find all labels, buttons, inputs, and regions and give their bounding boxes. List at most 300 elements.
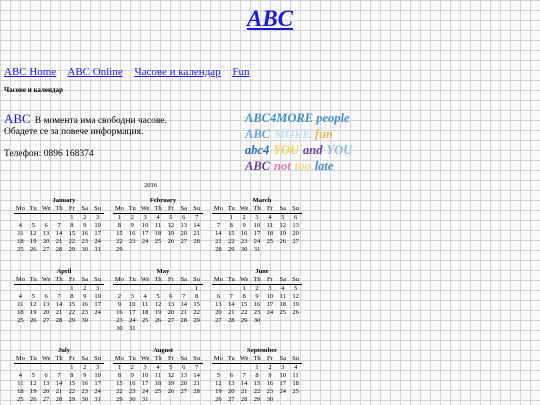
calendar-day: 19 xyxy=(215,388,222,395)
calendar-day: 25 xyxy=(141,317,149,324)
calendar-day: 20 xyxy=(42,388,50,395)
weekday-label: We xyxy=(139,205,152,214)
calendar-day: 13 xyxy=(167,301,175,308)
calendar-month xyxy=(113,197,203,254)
calendar-day: 16 xyxy=(253,301,261,308)
calendar-day: 13 xyxy=(42,301,50,308)
day-grid xyxy=(113,285,203,333)
calendar-day: 24 xyxy=(253,238,261,245)
weekday-header xyxy=(212,355,302,364)
calendar-day xyxy=(14,285,27,293)
calendar-day: 28 xyxy=(240,396,248,403)
calendar-day: 27 xyxy=(180,388,187,395)
phone-number: Телефон: 0896 168374 xyxy=(4,149,94,159)
calendar-day xyxy=(126,285,139,293)
promo-word: late xyxy=(314,159,334,173)
calendar-day: 28 xyxy=(228,317,235,324)
weekday-header xyxy=(14,355,104,364)
weekday-label: Tu xyxy=(225,355,238,364)
calendar-day: 14 xyxy=(228,301,235,308)
calendar-day: 15 xyxy=(193,301,200,308)
availability-line xyxy=(4,111,239,127)
calendar-day: 15 xyxy=(228,230,235,237)
calendar-day: 31 xyxy=(129,325,136,332)
weekday-label: Th xyxy=(251,276,264,285)
calendar-day: 24 xyxy=(129,317,136,324)
calendar-day: 22 xyxy=(68,238,76,245)
calendar-day: 7 xyxy=(229,293,233,300)
calendar-day: 9 xyxy=(130,372,134,379)
calendar-day: 2 xyxy=(117,293,122,300)
calendar-day: 24 xyxy=(94,388,101,395)
calendar-day: 3 xyxy=(95,285,100,292)
calendar-day: 6 xyxy=(293,214,298,221)
calendar-day: 14 xyxy=(55,230,63,237)
month-name: June xyxy=(255,268,269,275)
calendar-day: 26 xyxy=(215,396,222,403)
promo-word: too xyxy=(294,159,311,173)
promo-slogan xyxy=(245,110,415,174)
weekday-label: Th xyxy=(251,355,264,364)
weekday-label: We xyxy=(40,205,53,214)
calendar-month xyxy=(14,197,104,254)
weekday-label: Mo xyxy=(114,276,124,283)
weekday-label: Fr xyxy=(164,276,177,285)
calendar-day: 16 xyxy=(81,301,88,308)
promo-word: MORE xyxy=(274,127,311,141)
calendar-day: 19 xyxy=(30,238,37,245)
calendar-day: 20 xyxy=(42,238,50,245)
calendar-day: 29 xyxy=(116,246,123,253)
calendar-day: 8 xyxy=(70,293,74,300)
calendar-day: 18 xyxy=(17,388,24,395)
calendar-day: 23 xyxy=(116,317,123,324)
calendar-day: 8 xyxy=(194,293,199,300)
calendar-day: 7 xyxy=(57,222,61,229)
calendar-day: 15 xyxy=(68,301,76,308)
calendar-day: 14 xyxy=(215,230,222,237)
calendar-day: 25 xyxy=(154,388,162,395)
calendar-day xyxy=(27,285,40,293)
calendar-day: 5 xyxy=(31,222,35,229)
calendar-day: 10 xyxy=(253,222,261,229)
calendar-day: 31 xyxy=(94,396,101,403)
calendar-day: 20 xyxy=(42,309,50,316)
calendar-day: 3 xyxy=(95,364,100,371)
weekday-label: Sa xyxy=(78,276,91,285)
calendar-day: 23 xyxy=(81,238,88,245)
calendar-day: 19 xyxy=(30,309,37,316)
calendar-day xyxy=(40,285,53,293)
calendar-day: 15 xyxy=(68,380,76,387)
calendar-day: 4 xyxy=(18,372,23,379)
day-grid xyxy=(212,214,302,254)
weekday-label: We xyxy=(139,355,152,364)
calendar-day: 23 xyxy=(266,388,274,395)
calendar-day: 26 xyxy=(30,246,37,253)
calendar-day: 6 xyxy=(169,293,173,300)
calendar-day: 21 xyxy=(240,388,248,395)
calendar-day xyxy=(225,285,238,293)
calendar-day: 6 xyxy=(229,372,233,379)
calendar-day: 2 xyxy=(268,364,272,371)
calendar-day: 3 xyxy=(281,364,285,371)
weekday-label: Fr xyxy=(263,205,276,214)
weekday-label: Su xyxy=(91,355,104,364)
calendar-day: 18 xyxy=(17,309,24,316)
weekday-label: Su xyxy=(91,205,104,214)
calendar-day: 1 xyxy=(117,214,122,221)
promo-word: and xyxy=(303,143,323,157)
calendar-day: 27 xyxy=(42,396,50,403)
weekday-label: Th xyxy=(152,205,165,214)
calendar-day xyxy=(53,214,66,222)
calendar-day: 30 xyxy=(81,396,88,403)
weekday-label: Tu xyxy=(126,276,139,285)
calendar-day: 2 xyxy=(83,214,87,221)
weekday-label: We xyxy=(238,205,251,214)
calendar-day xyxy=(14,364,27,372)
nav-link-clock-calendar[interactable]: Часове и календар xyxy=(134,66,221,78)
calendar-day: 26 xyxy=(30,317,37,324)
calendar-day: 12 xyxy=(30,380,37,387)
calendar-day: 27 xyxy=(215,317,222,324)
calendar-day: 18 xyxy=(154,380,162,387)
calendar-day: 29 xyxy=(253,396,261,403)
calendar-day: 11 xyxy=(154,222,162,229)
calendar-day: 30 xyxy=(253,317,261,324)
calendar-day: 2 xyxy=(83,285,87,292)
calendar-day: 27 xyxy=(180,238,187,245)
weekday-label: We xyxy=(40,355,53,364)
month-name: August xyxy=(153,347,173,354)
weekday-label: Th xyxy=(53,355,66,364)
calendar-day: 23 xyxy=(129,238,136,245)
promo-word: ABC xyxy=(245,127,271,141)
calendar-day: 5 xyxy=(293,285,298,292)
calendar-day: 15 xyxy=(253,380,261,387)
calendar-day: 25 xyxy=(17,317,24,324)
calendar-day: 29 xyxy=(68,317,76,324)
calendar-day: 25 xyxy=(154,238,162,245)
weekday-label: Th xyxy=(251,205,264,214)
calendar-day: 9 xyxy=(130,222,134,229)
calendar-day: 27 xyxy=(228,396,235,403)
calendar-day: 28 xyxy=(55,246,63,253)
weekday-label: Fr xyxy=(263,355,276,364)
calendar-day: 8 xyxy=(255,372,259,379)
weekday-label: Mo xyxy=(15,205,25,212)
calendar-day: 16 xyxy=(129,380,136,387)
calendar-day: 16 xyxy=(116,309,123,316)
weekday-label: Mo xyxy=(114,355,124,362)
weekday-header xyxy=(113,276,203,285)
calendar-day: 13 xyxy=(292,222,299,229)
weekday-label: Su xyxy=(190,276,203,285)
calendar-day: 17 xyxy=(94,230,101,237)
calendar-day: 19 xyxy=(292,301,299,308)
calendar-day: 10 xyxy=(279,372,286,379)
day-grid xyxy=(212,364,302,404)
calendar-day: 28 xyxy=(193,388,200,395)
calendar-day: 12 xyxy=(30,230,37,237)
calendar-day: 16 xyxy=(240,230,248,237)
calendar-day: 20 xyxy=(215,309,222,316)
promo-line xyxy=(245,110,415,126)
weekday-label: Sa xyxy=(177,276,190,285)
calendar-day: 22 xyxy=(116,388,123,395)
calendar-day: 24 xyxy=(279,388,286,395)
calendar-day: 4 xyxy=(268,214,272,221)
calendar-day: 26 xyxy=(279,238,286,245)
calendar-day: 6 xyxy=(182,364,186,371)
weekday-label: Mo xyxy=(114,205,124,212)
calendar-day xyxy=(212,285,225,293)
calendar-day: 7 xyxy=(242,372,246,379)
calendar-day: 10 xyxy=(141,222,149,229)
weekday-label: Tu xyxy=(225,276,238,285)
calendar-day: 21 xyxy=(193,230,200,237)
weekday-label: We xyxy=(238,276,251,285)
calendar-day: 25 xyxy=(292,388,299,395)
nav-link-abc-online[interactable]: ABC Online xyxy=(67,66,123,78)
weekday-label: Su xyxy=(289,205,302,214)
calendar-day: 19 xyxy=(167,380,175,387)
weekday-label: Su xyxy=(91,276,104,285)
calendar-day: 26 xyxy=(154,317,162,324)
calendar-day: 2 xyxy=(130,364,134,371)
calendar-day: 19 xyxy=(279,230,286,237)
calendar-day: 6 xyxy=(216,293,221,300)
day-grid xyxy=(14,364,104,404)
weekday-label: Fr xyxy=(164,355,177,364)
calendar-day xyxy=(27,364,40,372)
calendar-day: 23 xyxy=(253,309,261,316)
weekday-label: Tu xyxy=(126,355,139,364)
calendar-day: 12 xyxy=(215,380,222,387)
calendar-day: 7 xyxy=(57,372,61,379)
calendar-day: 3 xyxy=(268,285,272,292)
calendar-month xyxy=(212,197,302,254)
calendar-day: 26 xyxy=(30,396,37,403)
calendar-day: 25 xyxy=(17,246,24,253)
calendar-day: 17 xyxy=(94,301,101,308)
calendar-day: 4 xyxy=(143,293,147,300)
calendar-year: 2016 xyxy=(144,182,157,189)
calendar-day: 4 xyxy=(156,364,160,371)
calendar-day xyxy=(27,214,40,222)
day-grid xyxy=(14,285,104,325)
calendar-day: 5 xyxy=(216,372,221,379)
weekday-label: Sa xyxy=(276,205,289,214)
promo-word: abc4 xyxy=(245,143,270,157)
calendar-day: 16 xyxy=(81,380,88,387)
calendar-day xyxy=(53,364,66,372)
month-name: February xyxy=(149,197,177,204)
calendar-day: 15 xyxy=(116,230,123,237)
calendar-day: 3 xyxy=(95,214,100,221)
calendar-day: 19 xyxy=(30,388,37,395)
weekday-header xyxy=(113,205,203,214)
calendar-day: 7 xyxy=(194,364,199,371)
calendar-day: 11 xyxy=(292,372,299,379)
calendar-day: 18 xyxy=(266,230,274,237)
nav-link-abc-home[interactable]: ABC Home xyxy=(4,66,57,78)
calendar-day: 23 xyxy=(81,388,88,395)
calendar-day: 13 xyxy=(180,372,187,379)
weekday-label: Tu xyxy=(126,205,139,214)
promo-word: YOU xyxy=(273,143,300,157)
month-name: September xyxy=(247,347,277,354)
calendar-day: 2 xyxy=(242,214,246,221)
weekday-label: Th xyxy=(53,205,66,214)
calendar-day: 24 xyxy=(141,388,149,395)
weekday-header xyxy=(14,276,104,285)
calendar-day: 20 xyxy=(292,230,299,237)
day-grid xyxy=(212,285,302,325)
calendar-day: 29 xyxy=(68,246,76,253)
weekday-label: Su xyxy=(289,276,302,285)
calendar-day: 4 xyxy=(156,214,160,221)
calendar-day: 8 xyxy=(70,222,74,229)
calendar-day: 20 xyxy=(180,230,187,237)
calendar-day: 21 xyxy=(55,238,63,245)
calendar-month xyxy=(14,347,104,404)
calendar-day: 14 xyxy=(55,380,63,387)
calendar-day: 30 xyxy=(240,246,248,253)
weekday-label: Fr xyxy=(65,276,78,285)
calendar-day: 10 xyxy=(94,372,101,379)
calendar-day: 30 xyxy=(129,396,136,403)
calendar-day: 14 xyxy=(180,301,187,308)
site-title[interactable]: ABC xyxy=(246,6,294,31)
weekday-label: Fr xyxy=(263,276,276,285)
calendar-day: 11 xyxy=(266,222,273,229)
calendar-day: 1 xyxy=(255,364,259,371)
calendar-month xyxy=(113,268,203,333)
calendar-day: 18 xyxy=(17,238,24,245)
calendar-day: 17 xyxy=(129,309,136,316)
weekday-label: Sa xyxy=(78,205,91,214)
calendar-day: 29 xyxy=(116,396,123,403)
calendar-day: 11 xyxy=(17,301,24,308)
calendar-day xyxy=(53,285,66,293)
calendar-day: 3 xyxy=(130,293,134,300)
day-grid xyxy=(113,364,203,404)
availability-text: В момента има свободни часове. xyxy=(34,116,167,126)
calendar-day: 17 xyxy=(279,380,286,387)
calendar-day: 11 xyxy=(154,372,162,379)
calendar-day: 14 xyxy=(240,380,248,387)
calendar-day: 12 xyxy=(279,222,286,229)
calendar-day xyxy=(113,285,126,293)
weekday-label: Fr xyxy=(65,205,78,214)
promo-word: fun xyxy=(314,127,333,141)
calendar-day: 21 xyxy=(228,309,235,316)
calendar-day: 7 xyxy=(194,214,199,221)
calendar-day: 7 xyxy=(216,222,221,229)
promo-line xyxy=(245,158,415,174)
calendar-day: 22 xyxy=(68,388,76,395)
calendar-day: 6 xyxy=(44,222,48,229)
calendar-day: 2 xyxy=(130,214,134,221)
calendar-day: 18 xyxy=(292,380,299,387)
weekday-label: Sa xyxy=(177,205,190,214)
calendar-day: 28 xyxy=(215,246,222,253)
calendar-day: 13 xyxy=(215,301,222,308)
calendar-day: 30 xyxy=(81,317,88,324)
page-subtitle: Часове и календар xyxy=(4,86,63,94)
calendar-day: 21 xyxy=(180,309,187,316)
calendar-day: 17 xyxy=(253,230,261,237)
calendar-day xyxy=(40,364,53,372)
calendar-day: 13 xyxy=(180,222,187,229)
calendar-day: 16 xyxy=(81,230,88,237)
calendar-day: 16 xyxy=(129,230,136,237)
calendar-day xyxy=(14,214,27,222)
calendar-day: 12 xyxy=(154,301,162,308)
calendar-day: 28 xyxy=(193,238,200,245)
nav-link-fun[interactable]: Fun xyxy=(232,66,250,78)
month-name: July xyxy=(58,347,70,354)
calendar-day: 9 xyxy=(83,222,87,229)
weekday-label: Mo xyxy=(15,276,25,283)
calendar-day: 5 xyxy=(31,293,35,300)
calendar-day: 16 xyxy=(266,380,274,387)
month-name: March xyxy=(252,197,272,204)
calendar-day: 21 xyxy=(55,309,63,316)
calendar-day: 4 xyxy=(18,222,23,229)
calendar-day: 11 xyxy=(279,293,286,300)
calendar-day: 9 xyxy=(83,293,87,300)
calendar-day: 1 xyxy=(70,214,74,221)
calendar-day: 17 xyxy=(141,230,149,237)
calendar-day: 31 xyxy=(253,246,261,253)
weekday-label: Su xyxy=(190,355,203,364)
calendar-day: 19 xyxy=(167,230,175,237)
calendar-day: 25 xyxy=(266,238,274,245)
weekday-label: Sa xyxy=(276,355,289,364)
calendar-day: 9 xyxy=(117,301,122,308)
weekday-label: Tu xyxy=(27,276,40,285)
calendar-day: 1 xyxy=(229,214,233,221)
weekday-header xyxy=(113,355,203,364)
weekday-label: Fr xyxy=(65,355,78,364)
calendar-month xyxy=(212,268,302,325)
calendar-day: 4 xyxy=(281,285,285,292)
weekday-header xyxy=(14,205,104,214)
calendar-day xyxy=(152,285,165,293)
calendar-day: 11 xyxy=(17,380,24,387)
calendar-day: 20 xyxy=(180,380,187,387)
calendar-day: 6 xyxy=(182,214,186,221)
promo-word: YOU xyxy=(326,143,353,157)
calendar-day: 13 xyxy=(42,380,50,387)
calendar-day: 24 xyxy=(94,238,101,245)
calendar-day: 8 xyxy=(70,372,74,379)
calendar-day: 30 xyxy=(266,396,274,403)
promo-line xyxy=(245,126,415,142)
weekday-label: Mo xyxy=(213,205,223,212)
more-info-text: Обадете се за повече информация. xyxy=(4,127,144,137)
calendar-day: 17 xyxy=(141,380,149,387)
calendar-day: 5 xyxy=(31,372,35,379)
weekday-label: Su xyxy=(190,205,203,214)
calendar-day: 10 xyxy=(94,293,101,300)
calendar-day: 8 xyxy=(117,372,122,379)
calendar-day: 3 xyxy=(255,214,259,221)
calendar-day: 12 xyxy=(167,222,175,229)
